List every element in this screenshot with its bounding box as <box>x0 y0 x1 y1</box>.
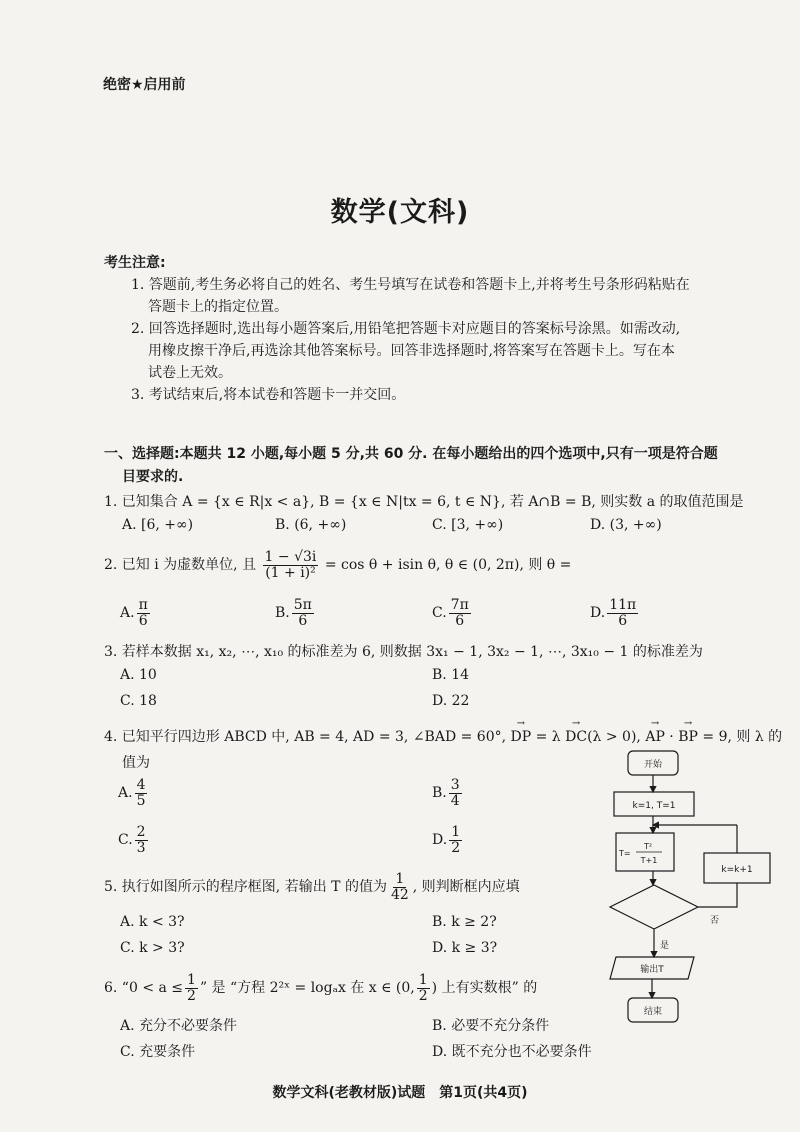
question-2-stem <box>104 550 571 580</box>
q2-option-b <box>275 598 316 628</box>
section-heading-cont: 目要求的. <box>122 469 184 485</box>
q4-stem-mid: (λ > 0), <box>587 729 646 745</box>
q5-option-d: D. k ≥ 3? <box>432 940 498 956</box>
fraction-den: 2 <box>418 987 428 1004</box>
q4-option-b <box>432 778 464 808</box>
question-4-stem-cont: 值为 <box>122 755 150 771</box>
q5-option-b: B. k ≥ 2? <box>432 914 497 930</box>
fraction-den: 2 <box>451 839 461 856</box>
option-fraction <box>607 598 638 628</box>
q1-option-d: D. (3, +∞) <box>590 517 662 533</box>
vector-dc: → DC <box>565 729 587 745</box>
fraction-den: 6 <box>138 612 148 629</box>
option-letter: C. <box>118 832 133 849</box>
q3-option-d: D. 22 <box>432 693 470 709</box>
q3-option-b: B. 14 <box>432 667 470 683</box>
fraction-den: 6 <box>618 612 628 629</box>
fraction-num: 1 <box>395 871 405 887</box>
section-heading: 一、选择题:本题共 12 小题,每小题 5 分,共 60 分. 在每小题给出的四个选项中,只有一项是符合题 <box>104 446 718 462</box>
vector-bp: → BP <box>678 729 698 745</box>
fraction-den: 3 <box>136 839 146 856</box>
q2-fraction-num: 1 − √3i <box>264 549 317 565</box>
question-1-stem: 1. 已知集合 A = {x ∈ R|x < a}, B = {x ∈ N|tx = 6, t ∈ N}, 若 A∩B = B, 则实数 a 的取值范围是 <box>104 494 744 510</box>
q6-fraction-2 <box>417 973 430 1003</box>
fraction-den: 2 <box>187 987 196 1004</box>
q1-option-b: B. (6, +∞) <box>275 517 347 533</box>
question-5-stem <box>104 872 520 902</box>
q1-option-c: C. [3, +∞) <box>432 517 504 533</box>
secret-label: 绝密★启用前 <box>103 77 186 93</box>
q4-eq-lambda: = λ <box>531 729 566 745</box>
option-letter: C. <box>432 605 447 622</box>
fraction-den: 6 <box>298 612 308 629</box>
flow-init-label: k=1, T=1 <box>632 801 676 811</box>
fraction-num: 3 <box>450 777 460 793</box>
option-fraction <box>292 598 314 628</box>
flow-calc-lhs: T= <box>619 849 631 858</box>
fraction-num: 5π <box>293 597 312 613</box>
q5-fraction <box>389 872 411 902</box>
notice-line: 用橡皮擦干净后,再选涂其他答案标号。回答非选择题时,将答案写在答题卡上。写在本 <box>148 343 675 359</box>
q2-stem-post: = cos θ + isin θ, θ ∈ (0, 2π), 则 θ = <box>324 557 572 574</box>
q6-option-d: D. 既不充分也不必要条件 <box>432 1044 592 1060</box>
q4-option-c <box>118 825 150 855</box>
option-fraction <box>449 825 462 855</box>
fraction-num: 2 <box>136 824 146 840</box>
q1-option-a: A. [6, +∞) <box>122 517 194 533</box>
question-4-stem <box>104 726 782 746</box>
flow-output-label: 输出T <box>640 965 664 975</box>
flow-update-label: k=k+1 <box>721 865 753 875</box>
flow-no-label: 否 <box>710 916 720 926</box>
q5-stem-post: , 则判断框内应填 <box>412 879 520 896</box>
fraction-num: π <box>138 597 148 613</box>
notice-line: 2. 回答选择题时,选出每小题答案后,用铅笔把答题卡对应题目的答案标号涂黑。如需改动, <box>131 321 681 337</box>
flow-end-label: 结束 <box>643 1007 663 1017</box>
flow-calc-num: T² <box>643 842 653 851</box>
q3-option-a: A. 10 <box>120 667 157 683</box>
flow-yes-label: 是 <box>660 941 670 951</box>
notice-line: 1. 答题前,考生务必将自己的姓名、考生号填写在试卷和答题卡上,并将考生号条形码粘贴在 <box>131 277 690 293</box>
question-6-stem <box>104 973 537 1003</box>
option-letter: D. <box>590 605 606 622</box>
q4-dot: · <box>664 729 679 745</box>
fraction-den: 42 <box>390 886 409 903</box>
flow-calc-den: T+1 <box>640 856 658 865</box>
q4-option-d <box>432 825 464 855</box>
fraction-den: 4 <box>450 792 460 809</box>
q6-option-a: A. 充分不必要条件 <box>120 1018 238 1034</box>
fraction-num: 4 <box>136 777 146 793</box>
q2-option-a <box>120 598 152 628</box>
q6-option-c: C. 充要条件 <box>120 1044 196 1060</box>
flow-start-label: 开始 <box>643 760 663 770</box>
option-letter: A. <box>118 785 133 802</box>
q3-option-c: C. 18 <box>120 693 157 709</box>
notice-line: 试卷上无效。 <box>148 365 232 381</box>
fraction-den: 6 <box>455 612 465 629</box>
fraction-num: 11π <box>609 597 637 613</box>
q6-stem-post: ) 上有实数根” 的 <box>431 980 538 997</box>
q6-stem-pre: 6. “0 < a ≤ <box>104 980 184 997</box>
q6-option-b: B. 必要不充分条件 <box>432 1018 550 1034</box>
q6-stem-mid: ” 是 “方程 2²ˣ = logₐx 在 x ∈ (0, <box>199 980 415 997</box>
vector-ap: → AP <box>645 729 665 745</box>
fraction-num: 1 <box>451 824 461 840</box>
option-fraction <box>449 598 471 628</box>
option-fraction <box>135 778 148 808</box>
option-letter: B. <box>432 785 447 802</box>
fraction-num: 1 <box>418 972 428 988</box>
page-title: 数学(文科) <box>330 197 470 228</box>
flow-decision-diamond <box>610 885 698 929</box>
option-fraction <box>135 825 148 855</box>
q5-option-a: A. k < 3? <box>120 914 185 930</box>
fraction-den: 5 <box>136 792 146 809</box>
q6-fraction <box>185 973 198 1003</box>
q2-option-d <box>590 598 640 628</box>
option-letter: B. <box>275 605 290 622</box>
q2-stem-pre: 2. 已知 i 为虚数单位, 且 <box>104 557 257 574</box>
notice-line: 答题卡上的指定位置。 <box>148 299 288 315</box>
q5-stem-pre: 5. 执行如图所示的程序框图, 若输出 T 的值为 <box>104 879 387 896</box>
q2-fraction <box>263 550 319 580</box>
q4-stem-pre: 4. 已知平行四边形 ABCD 中, AB = 4, AD = 3, ∠BAD = 60°, <box>104 729 511 745</box>
option-fraction <box>449 778 462 808</box>
option-letter: A. <box>120 605 135 622</box>
fraction-num: 1 <box>187 972 196 988</box>
q2-option-c <box>432 598 473 628</box>
notice-heading: 考生注意: <box>104 255 166 271</box>
q4-stem-post: = 9, 则 λ 的 <box>697 729 783 745</box>
q2-fraction-den: (1 + i)² <box>265 564 316 581</box>
q4-option-a <box>118 778 149 808</box>
option-letter: D. <box>432 832 448 849</box>
page-footer: 数学文科(老教材版)试题 第1页(共4页) <box>272 1085 528 1101</box>
program-flowchart <box>600 745 780 1035</box>
vector-dp: → DP <box>511 729 532 745</box>
notice-line: 3. 考试结束后,将本试卷和答题卡一并交回。 <box>131 387 406 403</box>
option-fraction <box>137 598 150 628</box>
fraction-num: 7π <box>450 597 469 613</box>
q5-option-c: C. k > 3? <box>120 940 185 956</box>
question-3-stem: 3. 若样本数据 x₁, x₂, ⋯, x₁₀ 的标准差为 6, 则数据 3x₁ − 1, 3x₂ − 1, ⋯, 3x₁₀ − 1 的标准差为 <box>104 644 703 660</box>
